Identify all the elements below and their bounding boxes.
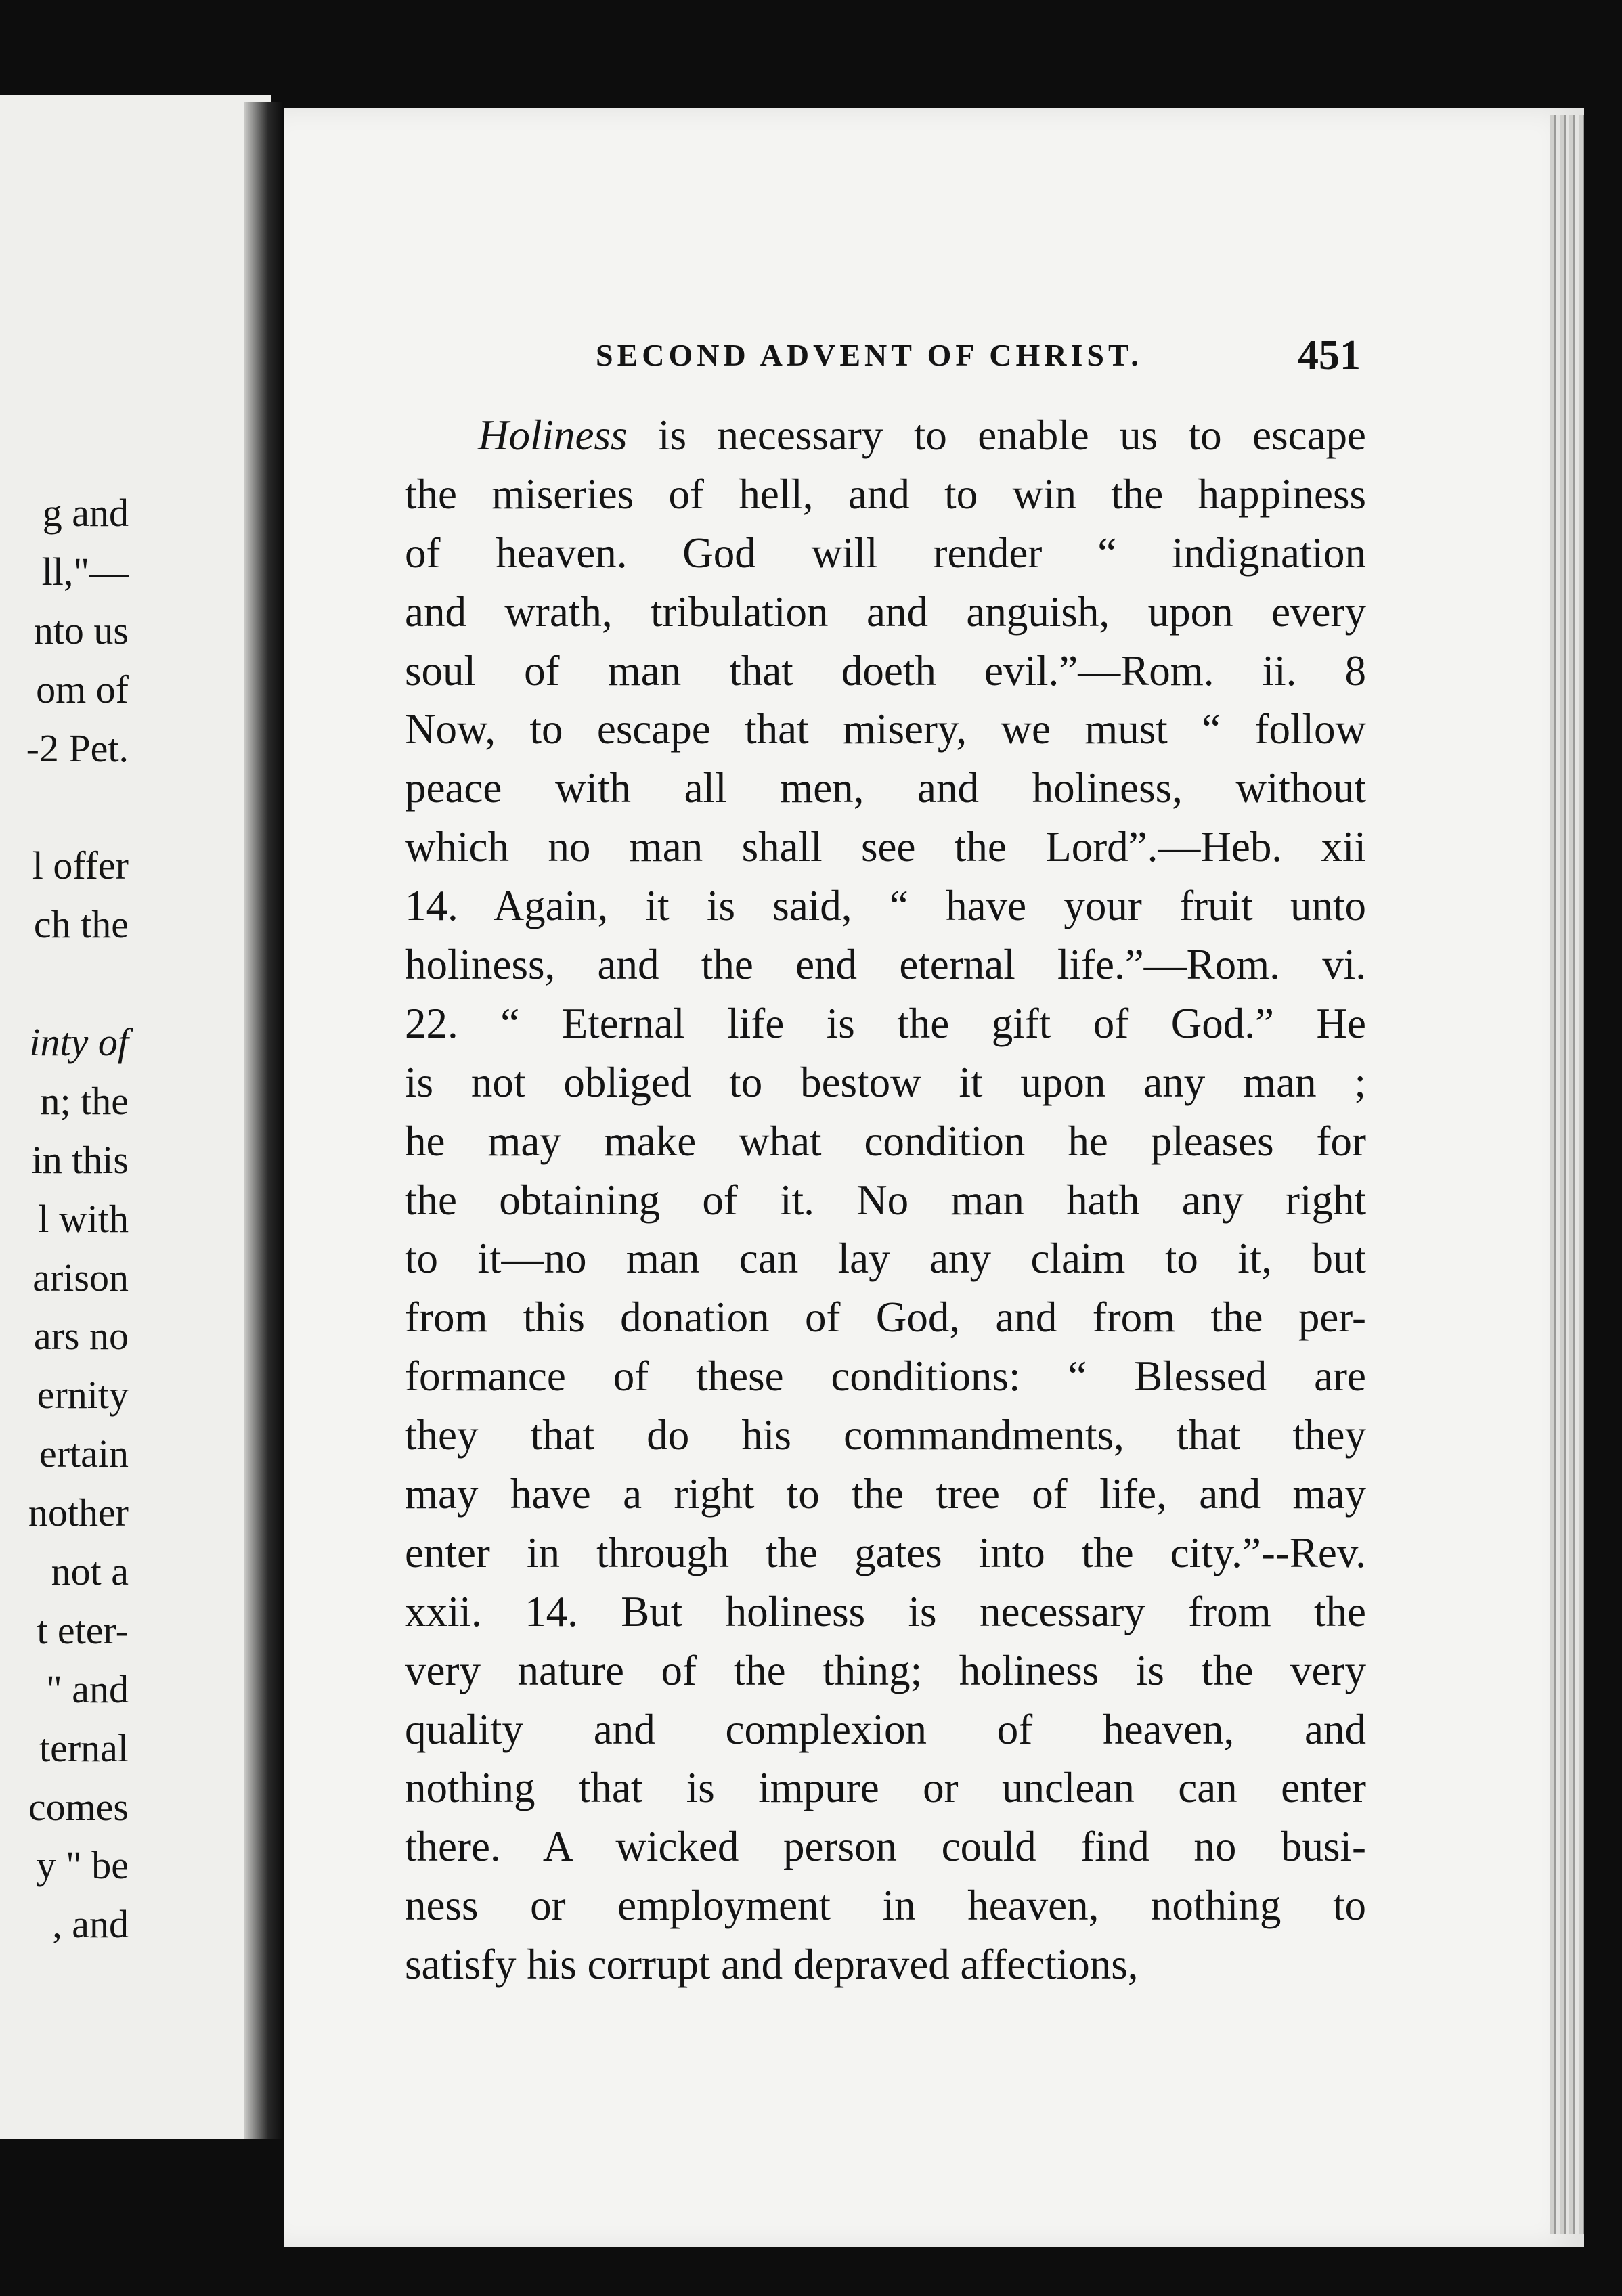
facing-page-line: arison — [32, 1255, 129, 1300]
facing-page-line — [0, 954, 129, 1013]
text-line: they that do his commandments, that they — [405, 1411, 1366, 1459]
facing-page-line: , and — [52, 1902, 129, 1947]
facing-page-line: nother — [28, 1491, 129, 1535]
facing-page-line: -2 Pet. — [26, 726, 129, 770]
text-line: very nature of the thing; holiness is the very — [405, 1646, 1366, 1694]
page-body-text — [405, 406, 1366, 1994]
text-line: to it—no man can lay any claim to it, but — [405, 1235, 1366, 1283]
text-line: nothing that is impure or unclean can enter — [405, 1764, 1366, 1812]
page-number: 451 — [1298, 332, 1361, 378]
facing-page-line: t eter- — [37, 1608, 129, 1652]
text-line: is not obliged to bestow it upon any man ; — [405, 1058, 1366, 1106]
text-line: there. A wicked person could find no busi- — [405, 1823, 1366, 1871]
text-line — [405, 406, 1366, 465]
facing-page-line: ch the — [33, 902, 129, 947]
facing-page-line: l with — [38, 1196, 129, 1241]
facing-page-line: ll,"— — [41, 549, 129, 594]
text-line: peace with all men, and holiness, without — [405, 764, 1366, 812]
text-line: which no man shall see the Lord”.—Heb. xii — [405, 823, 1366, 871]
text-line: the miseries of hell, and to win the happiness — [405, 470, 1366, 518]
text-line: and wrath, tribulation and anguish, upon every — [405, 588, 1366, 636]
text-line: satisfy his corrupt and depraved affections, — [405, 1941, 1139, 1989]
facing-page-line: not a — [51, 1549, 129, 1594]
text-line: xxii. 14. But holiness is necessary from the — [405, 1587, 1366, 1635]
facing-page-line: nto us — [33, 608, 129, 653]
facing-page-line: inty of — [29, 1020, 129, 1065]
text-line: the obtaining of it. No man hath any right — [405, 1176, 1366, 1224]
text-line: enter in through the gates into the city.”--Rev. — [405, 1528, 1366, 1576]
facing-page-line: y " be — [36, 1843, 129, 1888]
facing-page-text — [0, 484, 129, 1954]
text-line: formance of these conditions: “ Blessed are — [405, 1352, 1366, 1400]
text-line: of heaven. God will render “ indignation — [405, 529, 1366, 577]
facing-page-line: ernity — [37, 1373, 129, 1417]
text-line: he may make what condition he pleases for — [405, 1117, 1366, 1165]
text-line: 14. Again, it is said, “ have your fruit unto — [405, 882, 1366, 930]
facing-page-line: ertain — [39, 1432, 129, 1476]
facing-page-line: ternal — [39, 1725, 129, 1770]
facing-page-line: " and — [46, 1666, 129, 1711]
text-line: may have a right to the tree of life, and may — [405, 1470, 1366, 1518]
page-edges — [1550, 115, 1584, 2234]
text-line: Now, to escape that misery, we must “ follow — [405, 705, 1366, 753]
facing-page-line: n; the — [40, 1078, 129, 1123]
book-gutter-shadow — [244, 102, 284, 2139]
facing-page-line — [0, 778, 129, 837]
facing-page-line: g and — [42, 491, 129, 535]
facing-page-line: ars no — [33, 1314, 129, 1359]
facing-page-line: in this — [31, 1137, 129, 1182]
facing-page-left — [0, 95, 271, 2139]
text-line: quality and complexion of heaven, and — [405, 1705, 1366, 1753]
emphasized-word: Holiness — [478, 412, 628, 459]
text-line: 22. “ Eternal life is the gift of God.” He — [405, 999, 1366, 1047]
facing-page-line: om of — [36, 667, 129, 711]
facing-page-line: l offer — [32, 843, 129, 888]
text-line: ness or employment in heaven, nothing to — [405, 1882, 1366, 1930]
text-line: from this donation of God, and from the per- — [405, 1294, 1366, 1342]
text-line: soul of man that doeth evil.”—Rom. ii. 8 — [405, 646, 1366, 694]
text-line: holiness, and the end eternal life.”—Rom. vi. — [405, 941, 1366, 989]
running-head: SECOND ADVENT OF CHRIST. — [596, 338, 1143, 372]
page-header — [596, 332, 1361, 384]
facing-page-line: comes — [28, 1784, 129, 1829]
text-line-rest: is necessary to enable us to escape — [627, 412, 1366, 459]
